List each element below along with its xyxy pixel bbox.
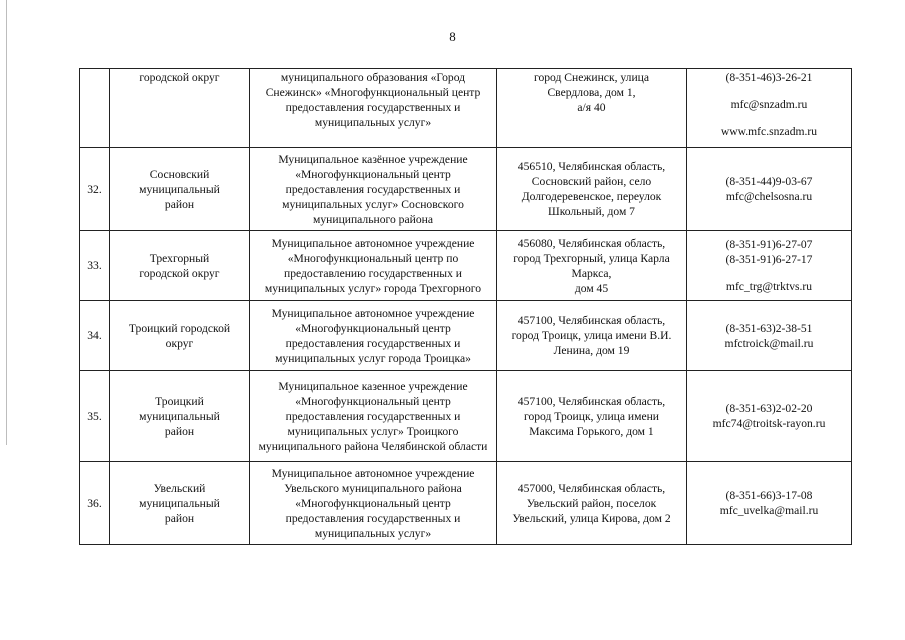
contact-line: mfc_uvelka@mail.ru bbox=[719, 504, 819, 517]
address-line: город Трехгорный, улица Карла bbox=[513, 251, 670, 265]
organization-cell bbox=[250, 371, 497, 462]
contact-line: (8-351-91)6-27-17 bbox=[725, 253, 813, 266]
line-gap bbox=[690, 85, 848, 97]
contacts-cell bbox=[687, 371, 852, 462]
municipality-line: Троицкий bbox=[155, 394, 204, 408]
address-line: Маркса, bbox=[571, 266, 612, 280]
address-line: город Троицк, улица имени В.И. bbox=[511, 329, 672, 342]
municipality-line: муниципальный bbox=[139, 409, 220, 423]
contact-line: mfc_trg@trktvs.ru bbox=[725, 280, 813, 293]
contact-line: (8-351-46)3-26-21 bbox=[725, 71, 813, 84]
municipality-cell bbox=[110, 69, 250, 148]
address-line: Максима Горького, дом 1 bbox=[529, 424, 654, 438]
organization-line: «Многофункциональный центр bbox=[295, 167, 451, 181]
organization-line: предоставления государственных и bbox=[285, 182, 461, 196]
address-line: 456510, Челябинская область, bbox=[517, 160, 666, 173]
contact-line: (8-351-66)3-17-08 bbox=[725, 489, 813, 502]
organization-line: муниципального района bbox=[313, 212, 433, 226]
row-number: 36. bbox=[87, 496, 102, 510]
contacts-cell bbox=[687, 301, 852, 371]
address-line: Сосновский район, село bbox=[531, 175, 652, 188]
contact-line: (8-351-63)2-02-20 bbox=[725, 402, 813, 415]
row-number: 33. bbox=[87, 259, 102, 272]
address-cell bbox=[497, 371, 687, 462]
organization-line: муниципальных услуг» bbox=[314, 116, 432, 129]
line-gap bbox=[690, 267, 848, 279]
address-line: 456080, Челябинская область, bbox=[517, 236, 666, 250]
contact-line: (8-351-91)6-27-07 bbox=[725, 238, 813, 251]
contacts-cell bbox=[687, 462, 852, 545]
address-line: Увельский, улица Кирова, дом 2 bbox=[512, 511, 671, 525]
row-number-cell bbox=[80, 148, 110, 231]
organization-line: муниципальных услуг» города Трехгорного bbox=[264, 281, 482, 295]
municipality-cell bbox=[110, 231, 250, 301]
organization-line: предоставления государственных и bbox=[285, 101, 461, 114]
table-row bbox=[80, 231, 852, 301]
table-row bbox=[80, 371, 852, 462]
municipality-line: Троицкий городской bbox=[128, 321, 231, 335]
address-cell bbox=[497, 231, 687, 301]
address-line: 457000, Челябинская область, bbox=[517, 481, 666, 495]
contact-line: www.mfc.snzadm.ru bbox=[720, 125, 818, 138]
organization-line: Муниципальное автономное учреждение bbox=[271, 466, 475, 480]
organization-line: муниципального образования «Город bbox=[280, 71, 466, 84]
contact-line: mfc@chelsosna.ru bbox=[725, 190, 813, 203]
row-number: 35. bbox=[87, 409, 102, 423]
address-line: 457100, Челябинская область, bbox=[517, 314, 666, 327]
organization-line: Муниципальное казённое учреждение bbox=[278, 152, 468, 166]
row-number-cell bbox=[80, 462, 110, 545]
contacts-cell bbox=[687, 148, 852, 231]
municipality-cell bbox=[110, 148, 250, 231]
address-line: Долгодеревенское, переулок bbox=[521, 190, 662, 203]
table-body bbox=[80, 69, 852, 545]
municipality-line: Трехгорный bbox=[149, 251, 210, 265]
address-line: Свердлова, дом 1, bbox=[547, 86, 636, 99]
row-number: 32. bbox=[87, 182, 102, 196]
mfc-table bbox=[79, 68, 852, 545]
organization-line: предоставления государственных и bbox=[285, 511, 461, 525]
municipality-line: район bbox=[164, 424, 195, 438]
municipality-line: Увельский bbox=[153, 481, 206, 495]
row-number-cell bbox=[80, 301, 110, 371]
municipality-line: городской округ bbox=[139, 266, 220, 280]
address-line: город Снежинск, улица bbox=[533, 71, 650, 84]
organization-line: муниципальных услуг» Сосновского bbox=[282, 197, 464, 211]
municipality-cell bbox=[110, 462, 250, 545]
table-row bbox=[80, 148, 852, 231]
table-row bbox=[80, 69, 852, 148]
organization-line: Муниципальное автономное учреждение bbox=[271, 306, 475, 320]
page-number: 8 bbox=[449, 29, 456, 44]
organization-line: муниципальных услуг» bbox=[314, 526, 432, 540]
address-cell bbox=[497, 69, 687, 148]
municipality-line: округ bbox=[165, 336, 194, 350]
organization-line: предоставления государственных и bbox=[285, 336, 461, 350]
organization-line: Увельского муниципального района bbox=[284, 481, 462, 495]
address-cell bbox=[497, 462, 687, 545]
organization-cell bbox=[250, 148, 497, 231]
contact-line: mfctroick@mail.ru bbox=[724, 336, 814, 350]
row-number: 34. bbox=[87, 329, 102, 342]
contact-line: mfc74@troitsk-rayon.ru bbox=[712, 417, 826, 430]
organization-line: Муниципальное автономное учреждение bbox=[271, 236, 475, 250]
organization-line: Муниципальное казенное учреждение bbox=[278, 379, 468, 393]
contact-line: (8-351-44)9-03-67 bbox=[725, 175, 813, 188]
organization-cell bbox=[250, 231, 497, 301]
address-line: Увельский район, поселок bbox=[526, 496, 657, 510]
address-line: а/я 40 bbox=[577, 101, 606, 114]
organization-line: «Многофункциональный центр по bbox=[287, 251, 459, 265]
organization-line: Снежинск» «Многофункциональный центр bbox=[265, 86, 481, 99]
organization-cell bbox=[250, 301, 497, 371]
municipality-line: муниципальный bbox=[139, 182, 220, 196]
organization-line: «Многофункциональный центр bbox=[295, 321, 451, 335]
organization-line: предоставлению государственных и bbox=[283, 266, 463, 280]
organization-line: муниципального района Челябинской области bbox=[258, 439, 488, 453]
address-line: 457100, Челябинская область, bbox=[517, 394, 666, 408]
table-row bbox=[80, 462, 852, 545]
organization-cell bbox=[250, 69, 497, 148]
contacts-cell bbox=[687, 231, 852, 301]
municipality-line: район bbox=[164, 197, 195, 211]
organization-line: предоставления государственных и bbox=[285, 409, 461, 423]
organization-line: муниципальных услуг» Троицкого bbox=[287, 424, 459, 438]
municipality-line: район bbox=[164, 511, 195, 525]
contacts-cell bbox=[687, 69, 852, 148]
address-cell bbox=[497, 301, 687, 371]
contact-line: (8-351-63)2-38-51 bbox=[725, 321, 813, 335]
address-line: дом 45 bbox=[574, 281, 609, 295]
address-line: город Троицк, улица имени bbox=[523, 409, 659, 423]
municipality-cell bbox=[110, 301, 250, 371]
row-number-cell bbox=[80, 231, 110, 301]
municipality-cell bbox=[110, 371, 250, 462]
address-line: Ленина, дом 19 bbox=[553, 344, 630, 357]
municipality-line: Сосновский bbox=[149, 167, 210, 181]
row-number-cell bbox=[80, 371, 110, 462]
municipality-line: городской округ bbox=[139, 71, 220, 84]
organization-cell bbox=[250, 462, 497, 545]
contact-line: mfc@snzadm.ru bbox=[730, 98, 808, 111]
organization-line: муниципальных услуг города Троицка» bbox=[275, 351, 471, 365]
scan-edge-mark bbox=[6, 0, 7, 445]
row-number-cell bbox=[80, 69, 110, 148]
address-cell bbox=[497, 148, 687, 231]
organization-line: «Многофункциональный центр bbox=[295, 496, 451, 510]
municipality-line: муниципальный bbox=[139, 496, 220, 510]
address-line: Школьный, дом 7 bbox=[548, 205, 635, 218]
line-gap bbox=[690, 112, 848, 124]
table-row bbox=[80, 301, 852, 371]
organization-line: «Многофункциональный центр bbox=[295, 394, 451, 408]
